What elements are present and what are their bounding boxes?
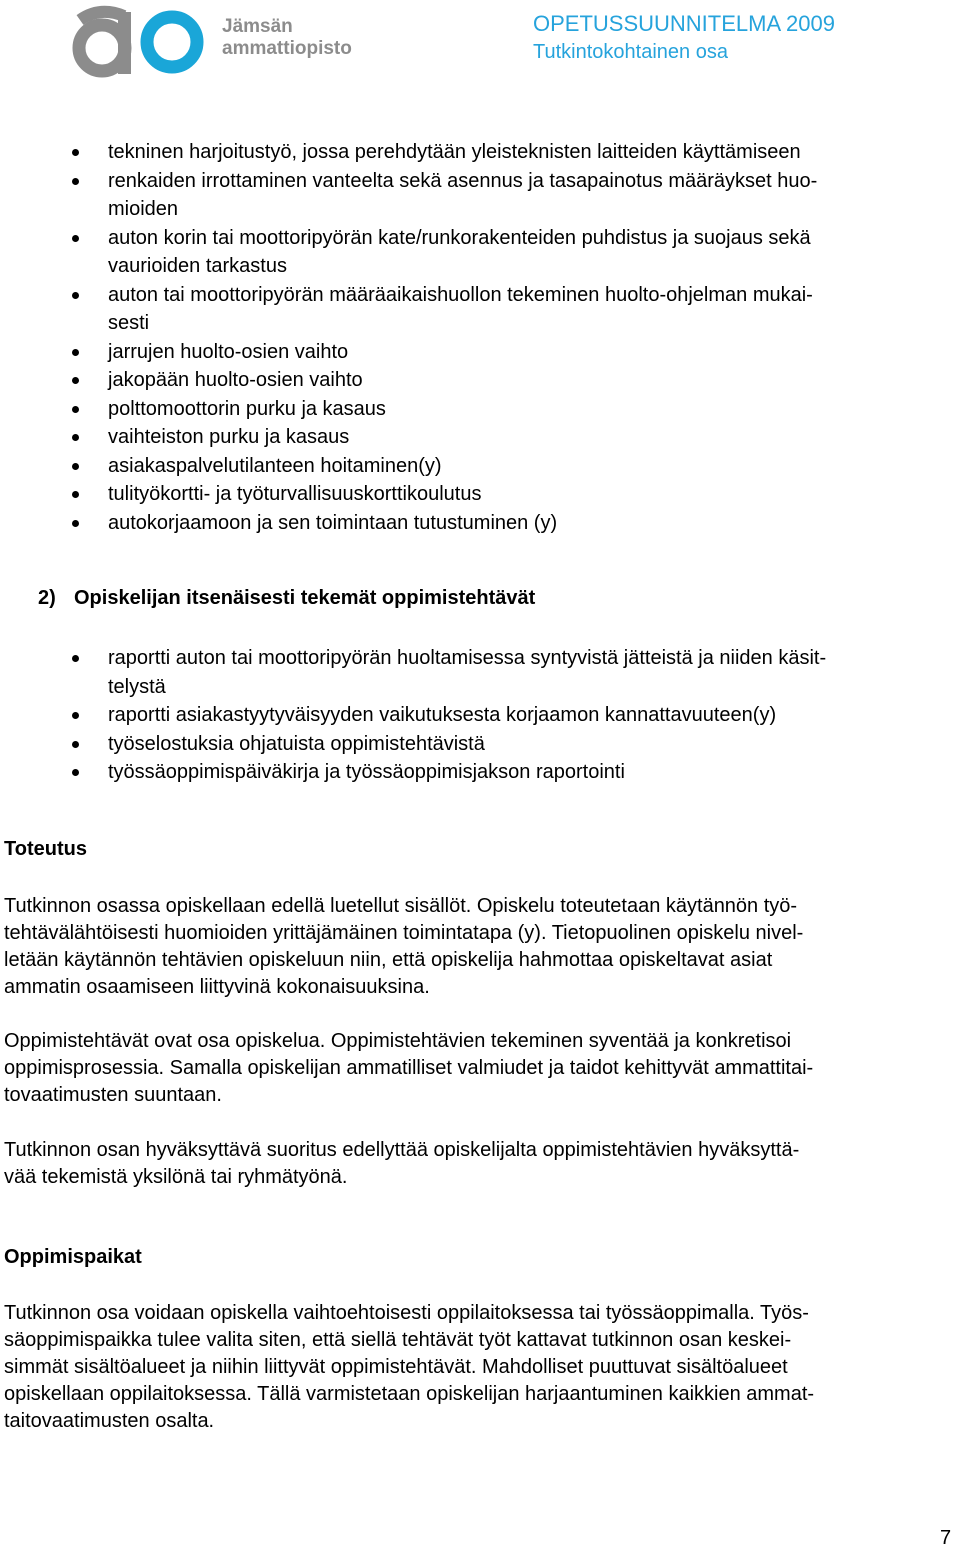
logo-line-1: Jämsän xyxy=(222,16,293,37)
document-title: OPETUSSUUNNITELMA 2009 xyxy=(533,11,835,36)
bullet-icon xyxy=(72,149,79,156)
bullet-icon xyxy=(72,178,79,185)
bullet-icon xyxy=(72,463,79,470)
list-item: työssäoppimispäiväkirja ja työssäoppimisjakson raportointi xyxy=(70,758,948,787)
list-item: raportti asiakastyytyväisyyden vaikutuksesta korjaamon kannattavuuteen(y) xyxy=(70,701,948,730)
list-item: vaihteiston purku ja kasaus xyxy=(70,423,948,452)
bullet-icon xyxy=(72,769,79,776)
bullet-icon xyxy=(72,377,79,384)
toteutus-paragraph-2: Oppimistehtävät ovat osa opiskelua. Oppimistehtävien tekeminen syventää ja konkretisoi oppimisprosessia. Samalla opiskelijan ammatilliset valmiudet ja taidot kehittyvät ammattitai- tovaatimusten suuntaan. xyxy=(4,1030,814,1106)
ao-logo-mark xyxy=(66,2,206,78)
list-item: tekninen harjoitustyö, jossa perehdytään yleisteknisten laitteiden käyttämiseen xyxy=(70,138,948,167)
toteutus-paragraph-3: Tutkinnon osan hyväksyttävä suoritus edellyttää opiskelijalta oppimistehtävien hyväksyttä- vää tekemistä yksilönä tai ryhmätyönä. xyxy=(4,1139,800,1188)
bullet-icon xyxy=(72,406,79,413)
logo-line-2: ammattiopisto xyxy=(222,38,352,59)
list-item: tulityökortti- ja työturvallisuuskorttikoulutus xyxy=(70,480,948,509)
toteutus-heading: Toteutus xyxy=(4,838,87,860)
document-subtitle: Tutkintokohtainen osa xyxy=(533,41,728,63)
toteutus-paragraph-1: Tutkinnon osassa opiskellaan edellä luetellut sisällöt. Opiskelu toteutetaan käytännön työ- tehtävälähtöisesti huomioiden yrittäjämäinen toimintatapa (y). Tietopuolinen opiskelu nivel- letään käytännön tehtävien opiskeluun niin, että opiskelija hahmottaa opiskeltavat asiat ammatin osaamiseen liittyvinä kokonaisuuksina. xyxy=(4,895,804,998)
oppimispaikat-heading: Oppimispaikat xyxy=(4,1246,142,1268)
bullet-icon xyxy=(72,434,79,441)
list-item: autokorjaamoon ja sen toimintaan tutustuminen (y) xyxy=(70,509,948,538)
bullet-icon xyxy=(72,712,79,719)
bullet-icon xyxy=(72,655,79,662)
assignments-list xyxy=(70,644,948,787)
school-logo xyxy=(66,2,366,78)
bullet-icon xyxy=(72,235,79,242)
bullet-icon xyxy=(72,491,79,498)
list-item: auton tai moottoripyörän määräaikaishuollon tekeminen huolto-ohjelman mukai- sesti xyxy=(70,281,948,338)
list-item: asiakaspalvelutilanteen hoitaminen(y) xyxy=(70,452,948,481)
section-2-number: 2) xyxy=(38,587,56,609)
page-number: 7 xyxy=(940,1527,952,1549)
list-item: polttomoottorin purku ja kasaus xyxy=(70,395,948,424)
bullet-icon xyxy=(72,741,79,748)
oppimispaikat-paragraph: Tutkinnon osa voidaan opiskella vaihtoehtoisesti oppilaitoksessa tai työssäoppimalla. Työs- säoppimispaikka tulee valita siten, että siellä tehtävät työt kattavat tutkinnon osan keskei- simmät sisältöalueet ja niihin liittyvät oppimistehtävät. Mahdolliset puuttuvat sisältöalueet opiskellaan oppilaitoksessa. Tällä varmistetaan opiskelijan harjaantuminen kaikkien ammat- taitovaatimusten osalta. xyxy=(4,1302,815,1432)
bullet-icon xyxy=(72,292,79,299)
content-list xyxy=(70,138,948,537)
list-item: raportti auton tai moottoripyörän huoltamisessa syntyvistä jätteistä ja niiden käsit- telystä xyxy=(70,644,948,701)
list-item: jakopään huolto-osien vaihto xyxy=(70,366,948,395)
section-2-heading: Opiskelijan itsenäisesti tekemät oppimistehtävät xyxy=(74,587,536,609)
bullet-icon xyxy=(72,520,79,527)
bullet-icon xyxy=(72,349,79,356)
list-item: jarrujen huolto-osien vaihto xyxy=(70,338,948,367)
list-item: renkaiden irrottaminen vanteelta sekä asennus ja tasapainotus määräykset huo- mioiden xyxy=(70,167,948,224)
logo-wordmark xyxy=(222,16,352,60)
list-item: työselostuksia ohjatuista oppimistehtävistä xyxy=(70,730,948,759)
list-item: auton korin tai moottoripyörän kate/runkorakenteiden puhdistus ja suojaus sekä vaurioiden tarkastus xyxy=(70,224,948,281)
document-header xyxy=(533,10,835,66)
